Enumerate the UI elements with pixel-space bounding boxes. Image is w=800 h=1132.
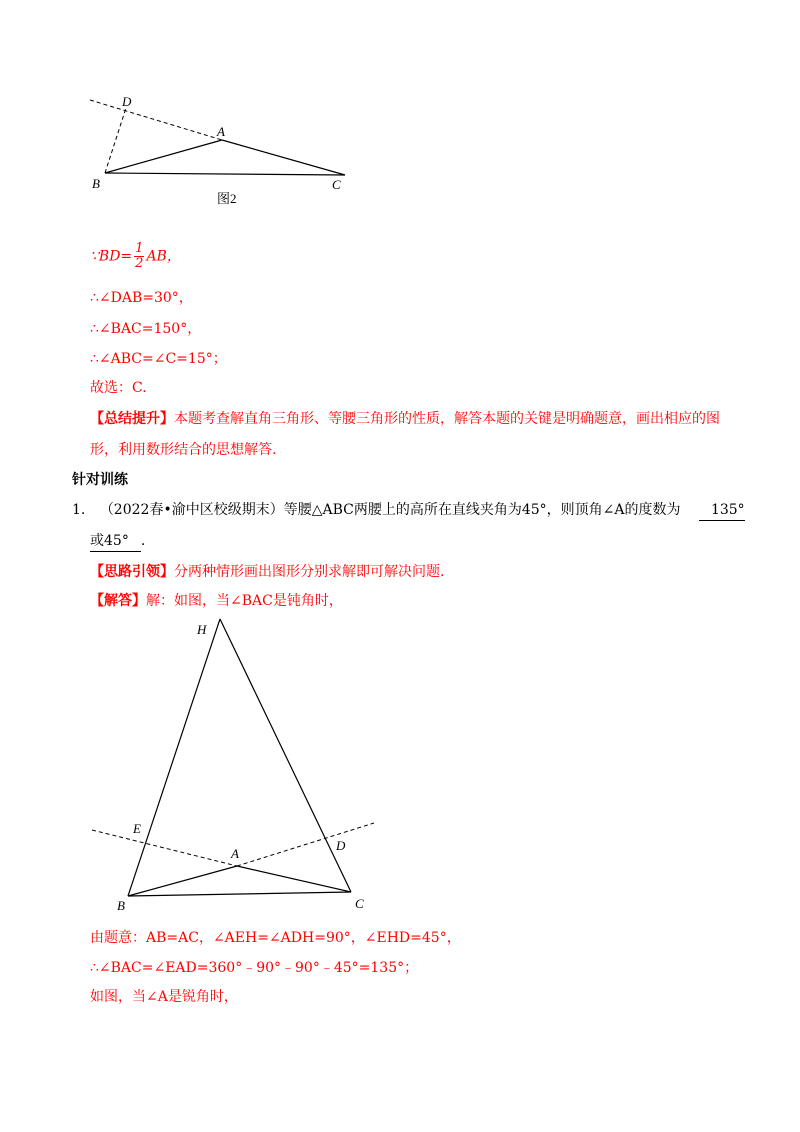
figure-caption: 图2 (217, 191, 237, 206)
acute-case-line: 如图，当∠A是锐角时， (90, 989, 238, 1005)
step-choice: 故选：C. (90, 380, 147, 396)
answer-tag: 【解答】 (90, 593, 146, 609)
hint-text: 分两种情形画出图形分别求解即可解决问题. (174, 564, 445, 580)
condition-line: 由题意：AB=AC，∠AEH=∠ADH=90°，∠EHD=45°， (90, 930, 461, 946)
label-c: C (332, 177, 341, 192)
line-ad-dashed (90, 100, 222, 140)
segment-ac (237, 866, 351, 892)
step-abc: ∴∠ABC=∠C=15°； (90, 351, 227, 367)
label-a: A (217, 124, 225, 139)
label-h: H (197, 622, 207, 637)
line-ea-dashed (92, 830, 237, 866)
question-text: （2022春•渝中区校级期末）等腰△ABC两腰上的高所在直线夹角为45°，则顶角∠A的度数为 (99, 502, 681, 518)
label-e: E (133, 821, 141, 836)
figure-3 (80, 610, 390, 920)
label-d: D (122, 94, 132, 109)
figure-2 (80, 88, 370, 213)
fraction-one-half (134, 242, 144, 271)
summary-text-1: 本题考查解直角三角形、等腰三角形的性质，解答本题的关键是明确题意，画出相应的图 (174, 411, 720, 427)
line-hb (128, 619, 220, 896)
answer-blank-1 (699, 500, 745, 521)
step-dab: ∴∠DAB=30°， (90, 290, 193, 306)
line-ad-dashed (237, 823, 374, 866)
section-title: 针对训练 (72, 472, 128, 488)
answer-line (90, 591, 343, 611)
hint-tag: 【思路引领】 (90, 564, 174, 580)
line-bd-dashed (105, 108, 126, 173)
step-bd-half-ab (90, 242, 181, 271)
answer-text: 解：如图，当∠BAC是钝角时， (146, 593, 343, 609)
label-d: D (336, 838, 346, 853)
segment-ac (222, 140, 345, 175)
question-number: 1. (72, 502, 86, 518)
question-1 (72, 500, 745, 521)
hint-line (90, 562, 444, 582)
segment-ab (105, 140, 222, 173)
segment-bc (105, 173, 345, 175)
summary-paragraph (90, 409, 720, 429)
label-b: B (92, 176, 100, 191)
step-1-prefix: ∵BD= (90, 248, 133, 265)
result-line: ∴∠BAC=∠EAD=360°﹣90°﹣90°﹣45°=135°； (90, 960, 419, 976)
summary-tag: 【总结提升】 (90, 411, 174, 427)
step-bac: ∴∠BAC=150°， (90, 321, 202, 337)
step-1-suffix: AB， (146, 248, 181, 265)
answer-blank-2 (90, 531, 141, 552)
fraction-denominator: 2 (135, 256, 144, 271)
label-b: B (117, 898, 125, 913)
label-a: A (231, 846, 239, 861)
answer-value-2: 或45° (90, 533, 129, 549)
segment-ab (128, 866, 237, 896)
label-c: C (355, 896, 364, 911)
question-1-cont (90, 531, 145, 552)
summary-text-2: 形，利用数形结合的思想解答. (90, 442, 277, 458)
segment-bc (128, 892, 351, 896)
answer-value-1: 135° (710, 502, 745, 518)
question-end: . (140, 533, 146, 549)
fraction-numerator: 1 (135, 241, 144, 256)
